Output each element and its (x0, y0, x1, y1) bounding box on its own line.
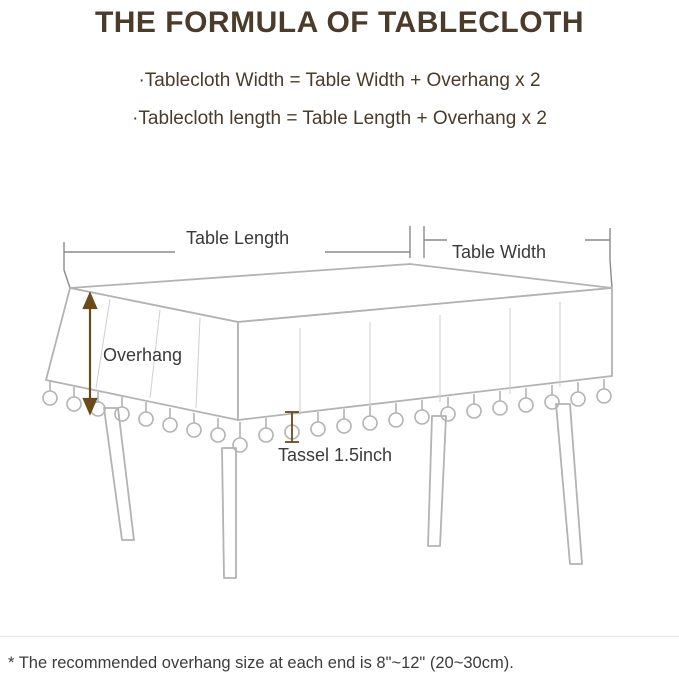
footnote-divider (0, 636, 679, 637)
tablecloth-outline (46, 264, 612, 420)
footnote-text: * The recommended overhang size at each end is 8"~12" (20~30cm). (8, 654, 514, 672)
label-table-length: Table Length (186, 228, 290, 248)
label-tassel: Tassel 1.5inch (278, 445, 393, 465)
label-table-width: Table Width (452, 242, 547, 262)
formula-line-width: ·Tablecloth Width = Table Width + Overhang x 2 (138, 70, 541, 91)
formula-line-length: ·Tablecloth length = Table Length + Overhang x 2 (132, 108, 547, 129)
tablecloth-diagram (0, 180, 679, 620)
page-title: THE FORMULA OF TABLECLOTH (94, 6, 585, 39)
label-overhang: Overhang (103, 345, 183, 365)
tablecloth-illustration (0, 180, 679, 620)
